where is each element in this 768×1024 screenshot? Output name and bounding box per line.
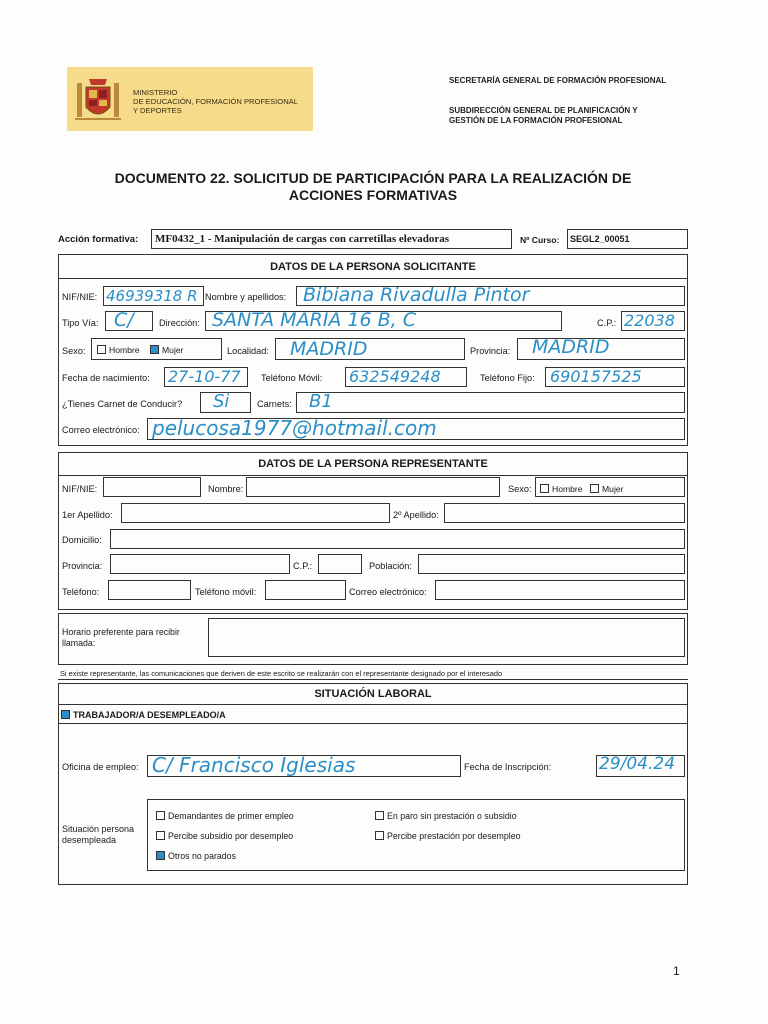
rep-domicilio-field[interactable]	[110, 529, 685, 549]
nacimiento-field[interactable]	[164, 367, 248, 387]
fijo-value: 690157525	[550, 367, 642, 386]
subsidio-checkbox[interactable]	[156, 831, 165, 840]
subdireccion-line-2: GESTIÓN DE LA FORMACIÓN PROFESIONAL	[449, 116, 623, 125]
mujer-checkbox[interactable]	[150, 345, 159, 354]
opt-primer-empleo[interactable]	[156, 811, 294, 821]
desempleado-divider	[58, 723, 688, 724]
carnets-field[interactable]	[296, 392, 685, 413]
opt-paro-label: En paro sin prestación o subsidio	[387, 811, 517, 821]
hombre-label: Hombre	[109, 345, 140, 355]
opt-primer-empleo-label: Demandantes de primer empleo	[168, 811, 294, 821]
accion-label: Acción formativa:	[58, 234, 139, 245]
rep-telefono-field[interactable]	[108, 580, 191, 600]
solicitante-title: DATOS DE LA PERSONA SOLICITANTE	[270, 261, 476, 273]
inscripcion-label: Fecha de Inscripción:	[464, 762, 552, 772]
fijo-label: Teléfono Fijo:	[480, 373, 535, 383]
provincia-label: Provincia:	[470, 346, 511, 356]
opt-subsidio-label: Percibe subsidio por desempleo	[168, 831, 294, 841]
representante-note: Si existe representante, las comunicaciones que deriven de este escrito se realizarán con el representante designado por el interesado	[60, 669, 503, 678]
accion-value: MF0432_1 - Manipulación de cargas con carretillas elevadoras	[155, 233, 450, 245]
desempleado-label: TRABAJADOR/A DESEMPLEADO/A	[73, 710, 226, 720]
representante-title: DATOS DE LA PERSONA REPRESENTANTE	[258, 458, 488, 470]
secretaria-label: SECRETARÍA GENERAL DE FORMACIÓN PROFESIONAL	[449, 76, 667, 85]
rep-apellido1-field[interactable]	[121, 503, 390, 523]
accion-field[interactable]	[151, 229, 512, 249]
opt-paro-sin-prestacion[interactable]	[375, 811, 517, 821]
horario-label: Horario preferente para recibir llamada:	[62, 627, 180, 648]
nif-field[interactable]	[103, 286, 204, 306]
curso-value: SEGL2_00051	[570, 234, 630, 244]
rep-hombre-option[interactable]	[540, 484, 583, 494]
desempleado-option[interactable]	[61, 710, 226, 720]
situacion-label: Situación persona desempleada	[62, 824, 135, 845]
nombre-value: Bibiana Rivadulla Pintor	[303, 284, 530, 306]
correo-label: Correo electrónico:	[62, 425, 140, 435]
sexo-mujer-option[interactable]	[150, 345, 184, 355]
page-number: 1	[673, 964, 680, 978]
correo-field[interactable]	[147, 418, 685, 440]
rep-cp-field[interactable]	[318, 554, 362, 574]
rep-mujer-checkbox[interactable]	[590, 484, 599, 493]
rep-poblacion-label: Población:	[369, 561, 412, 571]
movil-field[interactable]	[345, 367, 467, 387]
carnet-value: Si	[213, 391, 230, 412]
rep-provincia-label: Provincia:	[62, 561, 103, 571]
direccion-value: SANTA MARIA 16 B, C	[212, 309, 416, 331]
mujer-label: Mujer	[162, 345, 184, 355]
direccion-field[interactable]	[205, 311, 562, 331]
title-line-2: ACCIONES FORMATIVAS	[288, 187, 458, 203]
desempleado-checkbox[interactable]	[61, 710, 70, 719]
nombre-field[interactable]	[296, 286, 685, 306]
oficina-label: Oficina de empleo:	[62, 762, 139, 772]
ministry-logo	[67, 67, 313, 131]
carnet-field[interactable]	[200, 392, 251, 413]
oficina-value: C/ Francisco Iglesias	[152, 753, 356, 777]
tipo-via-field[interactable]	[105, 311, 153, 331]
rep-mujer-label: Mujer	[602, 484, 624, 494]
carnet-label: ¿Tienes Carnet de Conducir?	[62, 399, 183, 409]
provincia-value: MADRID	[532, 336, 610, 358]
rep-movil-label: Teléfono móvil:	[195, 587, 257, 597]
rep-provincia-field[interactable]	[110, 554, 290, 574]
localidad-label: Localidad:	[227, 346, 269, 356]
horario-field[interactable]	[208, 618, 685, 657]
laboral-title: SITUACIÓN LABORAL	[314, 688, 432, 700]
tipo-via-value: C/	[114, 309, 134, 331]
situacion-options-box	[147, 799, 685, 871]
nacimiento-value: 27-10-77	[168, 367, 241, 386]
localidad-field[interactable]	[275, 338, 465, 360]
movil-value: 632549248	[349, 367, 441, 386]
carnets-value: B1	[309, 391, 333, 412]
prestacion-checkbox[interactable]	[375, 831, 384, 840]
inscripcion-field[interactable]	[596, 755, 685, 777]
nif-label: NIF/NIE:	[62, 292, 98, 302]
direccion-label: Dirección:	[159, 318, 200, 328]
rep-mujer-option[interactable]	[590, 484, 624, 494]
tipo-via-label: Tipo Vía:	[62, 318, 99, 328]
fijo-field[interactable]	[545, 367, 685, 387]
cp-field[interactable]	[621, 311, 685, 331]
rep-sexo-label: Sexo:	[508, 484, 532, 494]
provincia-field[interactable]	[517, 338, 685, 360]
rep-nombre-label: Nombre:	[208, 484, 244, 494]
rep-apellido1-label: 1er Apellido:	[62, 510, 113, 520]
rep-nif-field[interactable]	[103, 477, 201, 497]
otros-no-parados-checkbox[interactable]	[156, 851, 165, 860]
ministry-line-1: MINISTERIO	[133, 88, 178, 97]
rep-hombre-checkbox[interactable]	[540, 484, 549, 493]
rep-apellido2-field[interactable]	[444, 503, 685, 523]
rep-apellido2-label: 2º Apellido:	[393, 510, 439, 520]
sexo-field[interactable]	[91, 338, 222, 360]
rep-cp-label: C.P.:	[293, 561, 313, 571]
oficina-field[interactable]	[147, 755, 461, 777]
title-line-1: DOCUMENTO 22. SOLICITUD DE PARTICIPACIÓN PARA LA REALIZACIÓN DE	[114, 170, 632, 186]
nacimiento-label: Fecha de nacimiento:	[62, 373, 150, 383]
opt-otros-no-parados[interactable]	[156, 851, 236, 861]
subdireccion-line-1: SUBDIRECCIÓN GENERAL DE PLANIFICACIÓN Y	[449, 106, 638, 115]
ministry-line-3: Y DEPORTES	[133, 106, 182, 115]
rep-domicilio-label: Domicilio:	[62, 535, 102, 545]
sexo-label: Sexo:	[62, 346, 86, 356]
rep-nombre-field[interactable]	[246, 477, 500, 497]
opt-prestacion[interactable]	[375, 831, 521, 841]
localidad-value: MADRID	[290, 338, 368, 360]
nombre-label: Nombre y apellidos:	[205, 292, 287, 302]
document-title	[60, 170, 686, 204]
carnets-label: Carnets:	[257, 399, 292, 409]
sexo-hombre-option[interactable]	[97, 345, 140, 355]
correo-value: pelucosa1977@hotmail.com	[152, 416, 437, 440]
primer-empleo-checkbox[interactable]	[156, 811, 165, 820]
curso-field[interactable]	[567, 229, 688, 249]
rep-correo-label: Correo electrónico:	[349, 587, 427, 597]
cp-value: 22038	[624, 311, 675, 330]
rep-hombre-label: Hombre	[552, 484, 583, 494]
curso-label: Nº Curso:	[520, 235, 560, 245]
ministry-line-2: DE EDUCACIÓN, FORMACIÓN PROFESIONAL	[133, 97, 298, 106]
rep-nif-label: NIF/NIE:	[62, 484, 98, 494]
opt-subsidio[interactable]	[156, 831, 293, 841]
opt-otros-label: Otros no parados	[168, 851, 236, 861]
cp-label: C.P.:	[597, 318, 617, 328]
hombre-checkbox[interactable]	[97, 345, 106, 354]
inscripcion-value: 29/04.24	[599, 754, 676, 774]
note-divider	[58, 679, 688, 680]
rep-movil-field[interactable]	[265, 580, 346, 600]
opt-prestacion-label: Percibe prestación por desempleo	[387, 831, 521, 841]
paro-sin-prestacion-checkbox[interactable]	[375, 811, 384, 820]
ministry-name	[133, 88, 298, 115]
subdireccion-label	[449, 106, 638, 126]
coat-of-arms-icon	[75, 73, 121, 125]
rep-telefono-label: Teléfono:	[62, 587, 100, 597]
rep-correo-field[interactable]	[435, 580, 685, 600]
movil-label: Teléfono Móvil:	[261, 373, 323, 383]
rep-poblacion-field[interactable]	[418, 554, 685, 574]
rep-sexo-field[interactable]	[535, 477, 685, 497]
nif-value: 46939318 R	[106, 287, 198, 305]
